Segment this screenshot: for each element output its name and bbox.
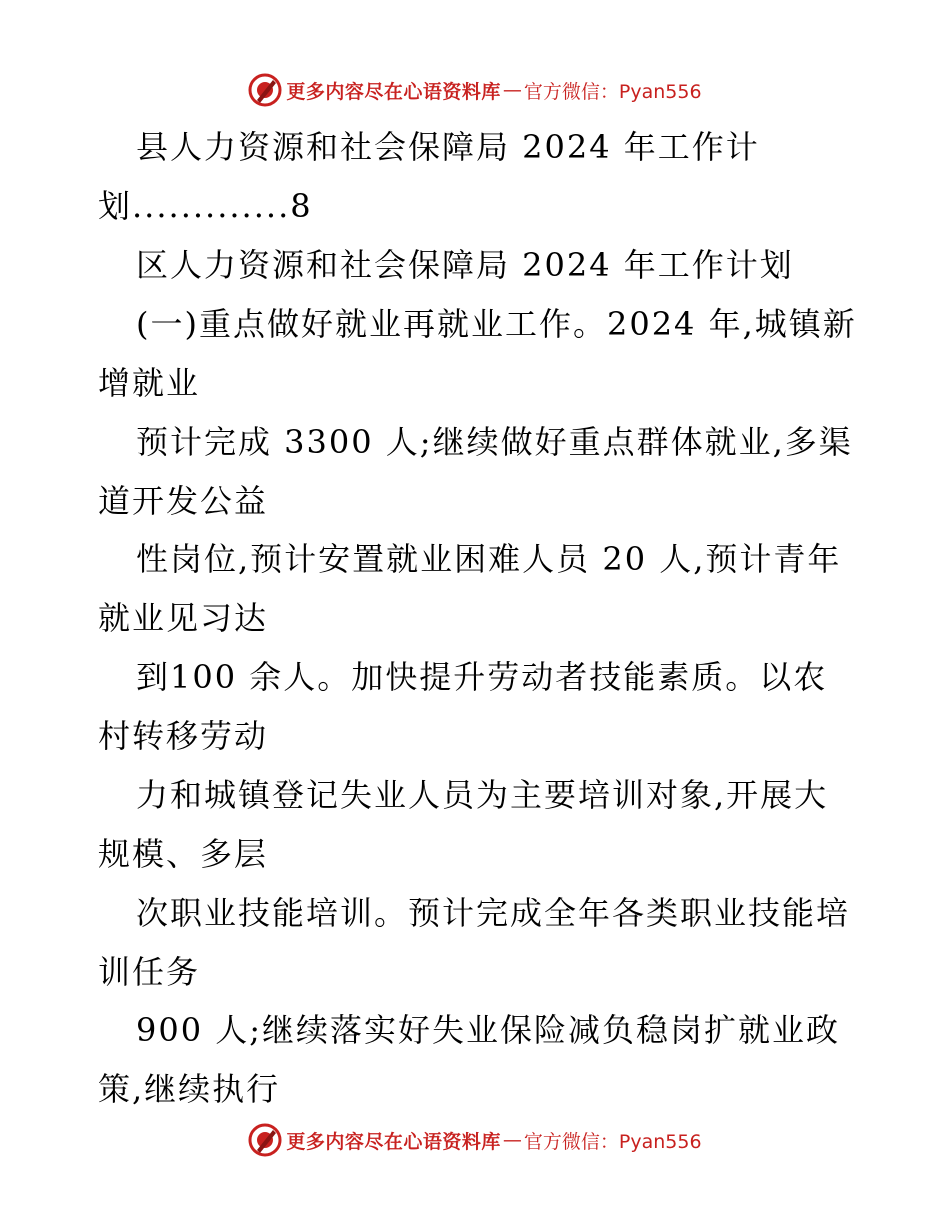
text-line: 预计完成 3300 人;继续做好重点群体就业,多渠 — [136, 423, 853, 461]
pen-logo-icon — [248, 1123, 282, 1157]
text-line: 规模、多层 — [98, 835, 269, 873]
text-line: 训任务 — [98, 953, 201, 991]
text-line: 村转移劳动 — [98, 717, 269, 755]
text-line: 900 人;继续落实好失业保险减负稳岗扩就业政 — [136, 1011, 841, 1049]
text-line: 划.............8 — [98, 187, 313, 225]
text-line: 道开发公益 — [98, 482, 269, 520]
text-line: 就业见习达 — [98, 599, 269, 637]
banner-contact: 官方微信：Pyan556 — [523, 80, 702, 103]
text-line: 性岗位,预计安置就业困难人员 20 人,预计青年 — [136, 540, 842, 578]
text-line: 区人力资源和社会保障局 2024 年工作计划 — [136, 246, 794, 284]
text-line: 次职业技能培训。预计完成全年各类职业技能培 — [136, 894, 851, 932]
banner-dash: — — [502, 79, 522, 101]
text-line: (一)重点做好就业再就业工作。2024 年,城镇新 — [136, 305, 857, 343]
banner-brand: 更多内容尽在心语资料库 — [286, 1130, 501, 1153]
banner-dash: — — [502, 1129, 522, 1151]
header-banner — [0, 70, 950, 110]
text-line: 县人力资源和社会保障局 2024 年工作计 — [136, 128, 760, 166]
text-line: 增就业 — [98, 364, 201, 402]
footer-banner — [0, 1120, 950, 1160]
banner-brand: 更多内容尽在心语资料库 — [286, 80, 501, 103]
banner-contact: 官方微信：Pyan556 — [523, 1130, 702, 1153]
pen-logo-icon — [248, 73, 282, 107]
text-line: 策,继续执行 — [98, 1070, 281, 1108]
text-line: 到100 余人。加快提升劳动者技能素质。以农 — [136, 658, 828, 696]
text-line: 力和城镇登记失业人员为主要培训对象,开展大 — [136, 776, 829, 814]
